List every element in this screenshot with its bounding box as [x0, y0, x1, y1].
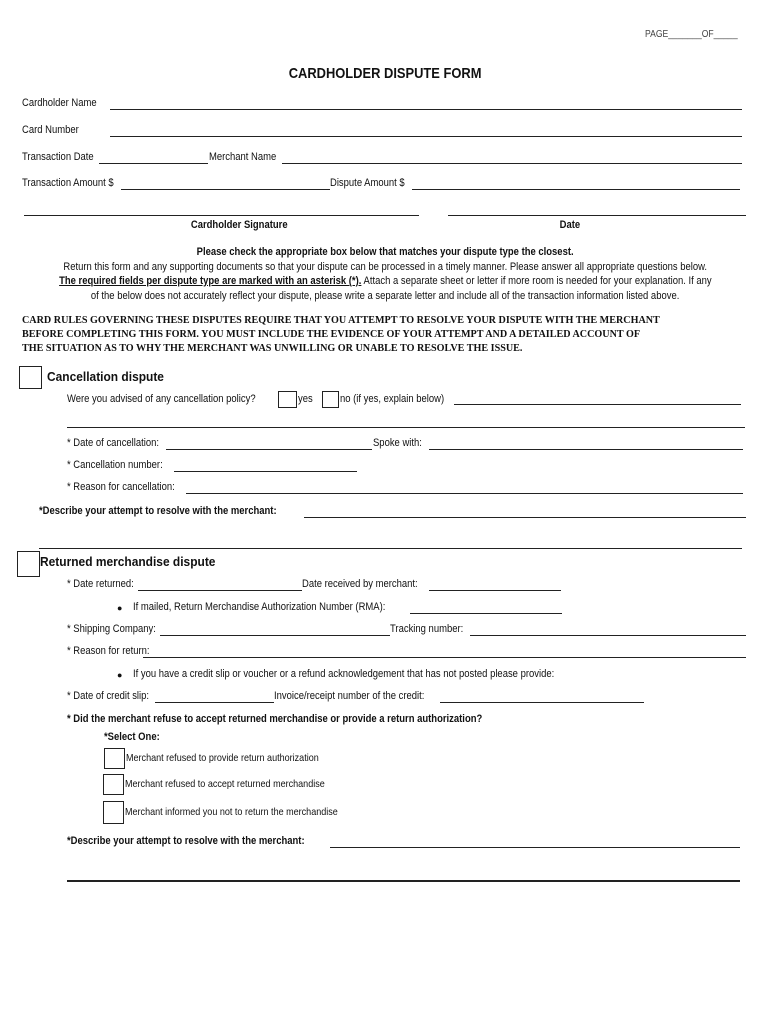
cardholder-name-field[interactable]	[110, 109, 742, 110]
return-reason-field[interactable]	[143, 657, 746, 658]
required-fields-note: The required fields per dispute type are marked with an asterisk (*).	[58, 275, 362, 287]
option-refused-accept-label: Merchant refused to accept returned merchandise	[125, 778, 325, 790]
option-refused-authorization-label: Merchant refused to provide return authorization	[126, 752, 319, 764]
check-box-instruction: Please check the appropriate box below that matches your dispute type the closest.	[196, 246, 574, 258]
policy-no-checkbox[interactable]	[322, 391, 339, 408]
date-received-field[interactable]	[429, 590, 561, 591]
card-number-field[interactable]	[110, 136, 742, 137]
bullet-icon: ●	[117, 670, 123, 680]
date-label: Date	[559, 219, 581, 231]
instruction-line-1: Return this form and any supporting documents so that your dispute can be processed in a timely manner. Please answer all appropriate questions below.	[63, 261, 707, 273]
cancellation-dispute-heading: Cancellation dispute	[47, 369, 164, 384]
spoke-with-field[interactable]	[429, 449, 743, 450]
cancellation-date-label: * Date of cancellation:	[67, 437, 160, 449]
credit-slip-note: If you have a credit slip or voucher or a refund acknowledgement that has not posted please provide:	[133, 668, 555, 680]
cancellation-date-field[interactable]	[166, 449, 372, 450]
option-refused-authorization-checkbox[interactable]	[104, 748, 125, 769]
policy-yes-checkbox[interactable]	[278, 391, 297, 408]
card-rules-line-3: THE SITUATION AS TO WHY THE MERCHANT WAS UNWILLING OR UNABLE TO RESOLVE THE ISSUE.	[22, 342, 523, 354]
card-rules-line-2: BEFORE COMPLETING THIS FORM. YOU MUST INCLUDE THE EVIDENCE OF YOUR ATTEMPT AND A DETAILED ACCOUNT OF	[22, 328, 641, 340]
option-refused-accept-checkbox[interactable]	[103, 774, 124, 795]
dispute-amount-label: Dispute Amount $	[330, 177, 405, 189]
transaction-amount-field[interactable]	[121, 189, 330, 190]
transaction-date-label: Transaction Date	[22, 151, 94, 163]
cancellation-describe-label: *Describe your attempt to resolve with the merchant:	[39, 505, 277, 517]
merchant-refuse-question: * Did the merchant refuse to accept returned merchandise or provide a return authorization?	[67, 713, 483, 725]
cancellation-number-label: * Cancellation number:	[67, 459, 163, 471]
card-number-label: Card Number	[22, 124, 79, 136]
date-returned-label: * Date returned:	[67, 578, 134, 590]
date-field[interactable]	[448, 215, 746, 216]
cancellation-policy-question: Were you advised of any cancellation policy?	[67, 393, 256, 405]
tracking-number-label: Tracking number:	[390, 623, 464, 635]
select-one-label: *Select One:	[104, 731, 160, 743]
dispute-amount-field[interactable]	[412, 189, 740, 190]
cancellation-dispute-checkbox[interactable]	[19, 366, 42, 389]
signature-field[interactable]	[24, 215, 419, 216]
instruction-line-2: The required fields per dispute type are marked with an asterisk (*). Attach a separate sheet or letter if more room is needed for your explanation. If any	[58, 275, 712, 287]
merchant-name-label: Merchant Name	[209, 151, 277, 163]
option-informed-not-return-label: Merchant informed you not to return the merchandise	[125, 806, 338, 818]
returned-merchandise-heading: Returned merchandise dispute	[40, 554, 216, 569]
date-returned-field[interactable]	[138, 590, 302, 591]
return-reason-label: * Reason for return:	[67, 645, 150, 657]
bullet-icon: ●	[117, 603, 123, 613]
rma-field[interactable]	[410, 613, 562, 614]
shipping-company-label: * Shipping Company:	[67, 623, 156, 635]
policy-yes-label: yes	[298, 393, 313, 405]
cancellation-reason-field[interactable]	[186, 493, 743, 494]
transaction-date-field[interactable]	[99, 163, 208, 164]
cancellation-number-field[interactable]	[174, 471, 357, 472]
tracking-number-field[interactable]	[470, 635, 746, 636]
cardholder-name-label: Cardholder Name	[22, 97, 97, 109]
shipping-company-field[interactable]	[160, 635, 390, 636]
option-informed-not-return-checkbox[interactable]	[103, 801, 124, 824]
returned-describe-label: *Describe your attempt to resolve with the merchant:	[67, 835, 305, 847]
form-title: CARDHOLDER DISPUTE FORM	[288, 65, 482, 82]
credit-slip-date-label: * Date of credit slip:	[67, 690, 150, 702]
policy-explain-field-2[interactable]	[67, 427, 745, 428]
returned-merchandise-checkbox[interactable]	[17, 551, 40, 577]
instruction-line-3: of the below does not accurately reflect your dispute, please write a separate letter and include all of the transaction information listed above.	[90, 290, 680, 302]
cancellation-reason-label: * Reason for cancellation:	[67, 481, 175, 493]
signature-label: Cardholder Signature	[190, 219, 288, 231]
merchant-name-field[interactable]	[282, 163, 742, 164]
transaction-amount-label: Transaction Amount $	[22, 177, 114, 189]
card-rules-line-1: CARD RULES GOVERNING THESE DISPUTES REQUIRE THAT YOU ATTEMPT TO RESOLVE YOUR DISPUTE WITH THE MERCHANT	[22, 314, 660, 326]
invoice-number-field[interactable]	[440, 702, 644, 703]
cancellation-describe-field-2[interactable]	[39, 548, 742, 549]
credit-slip-date-field[interactable]	[155, 702, 274, 703]
returned-describe-field[interactable]	[330, 847, 740, 848]
invoice-number-label: Invoice/receipt number of the credit:	[274, 690, 425, 702]
cancellation-describe-field[interactable]	[304, 517, 746, 518]
rma-label: If mailed, Return Merchandise Authorization Number (RMA):	[133, 601, 386, 613]
spoke-with-label: Spoke with:	[373, 437, 422, 449]
returned-describe-field-2[interactable]	[67, 880, 740, 882]
page-number-marker: PAGE_______OF_____	[645, 29, 738, 40]
policy-no-label: no (if yes, explain below)	[340, 393, 445, 405]
date-received-label: Date received by merchant:	[302, 578, 418, 590]
policy-explain-field[interactable]	[454, 404, 741, 405]
